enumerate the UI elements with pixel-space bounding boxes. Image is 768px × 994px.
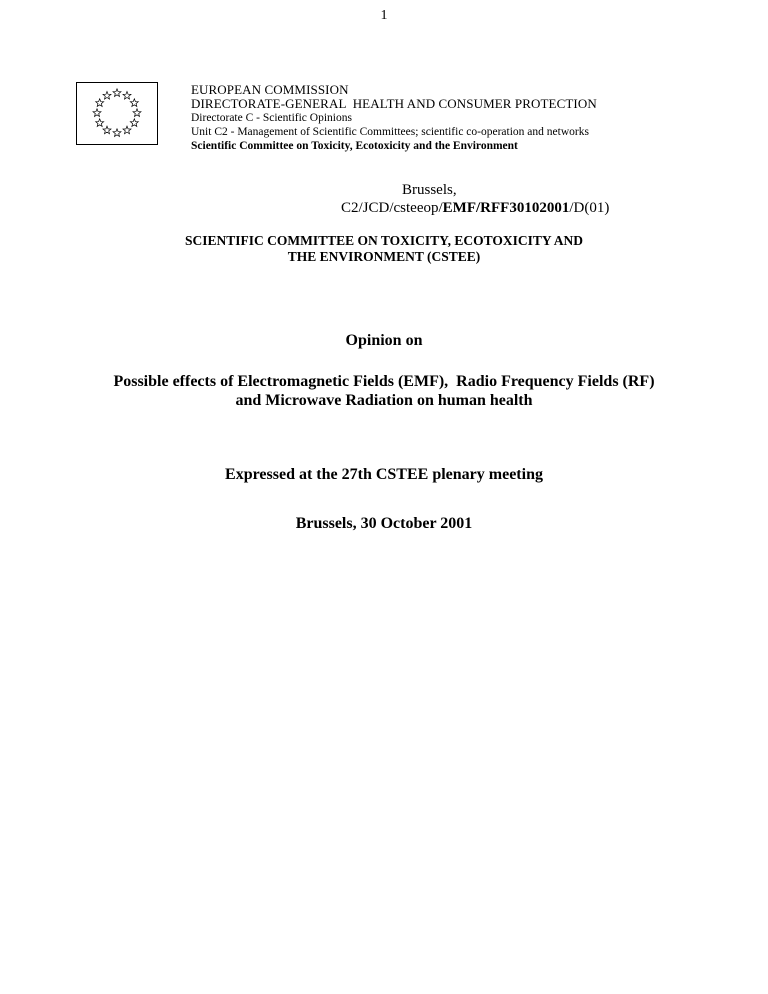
header-dg: DIRECTORATE-GENERAL HEALTH AND CONSUMER PROTECTION	[191, 96, 597, 111]
committee-title-line2: THE ENVIRONMENT (CSTEE)	[287, 249, 481, 264]
opinion-title	[0, 372, 768, 410]
eu-star-icon	[96, 99, 104, 107]
reference-city: Brussels,	[402, 182, 457, 198]
header-org: EUROPEAN COMMISSION	[191, 82, 349, 97]
eu-star-icon	[103, 91, 111, 99]
reference-code-suffix: /D(01)	[569, 200, 610, 216]
page-number: 1	[380, 8, 388, 23]
eu-star-icon	[96, 119, 104, 127]
eu-stars-icon	[77, 83, 157, 144]
reference-code-bold: EMF/RFF30102001	[442, 200, 570, 216]
eu-flag-logo	[76, 82, 158, 145]
eu-star-icon	[123, 91, 131, 99]
eu-star-icon	[113, 89, 121, 97]
header-committee: Scientific Committee on Toxicity, Ecotoxicity and the Environment	[191, 140, 518, 152]
eu-star-icon	[123, 126, 131, 134]
header-unit: Unit C2 - Management of Scientific Committees; scientific co-operation and networks	[191, 126, 589, 138]
letterhead	[191, 83, 597, 153]
opinion-title-line2: and Microwave Radiation on human health	[235, 392, 533, 409]
opinion-title-line1: Possible effects of Electromagnetic Fields (EMF), Radio Frequency Fields (RF)	[113, 373, 655, 390]
eu-star-icon	[130, 99, 138, 107]
eu-star-icon	[133, 109, 141, 117]
eu-star-icon	[113, 129, 121, 137]
reference-code	[341, 200, 609, 217]
committee-title	[0, 233, 768, 265]
eu-star-icon	[130, 119, 138, 127]
meeting-expressed: Expressed at the 27th CSTEE plenary meeting	[225, 466, 543, 483]
reference-code-prefix: C2/JCD/csteeop/	[341, 200, 443, 216]
opinion-label: Opinion on	[345, 332, 423, 349]
eu-star-icon	[103, 126, 111, 134]
eu-star-icon	[93, 109, 101, 117]
header-directorate: Directorate C - Scientific Opinions	[191, 112, 352, 124]
meeting-place-date: Brussels, 30 October 2001	[295, 515, 473, 532]
committee-title-line1: SCIENTIFIC COMMITTEE ON TOXICITY, ECOTOXICITY AND	[184, 233, 584, 248]
